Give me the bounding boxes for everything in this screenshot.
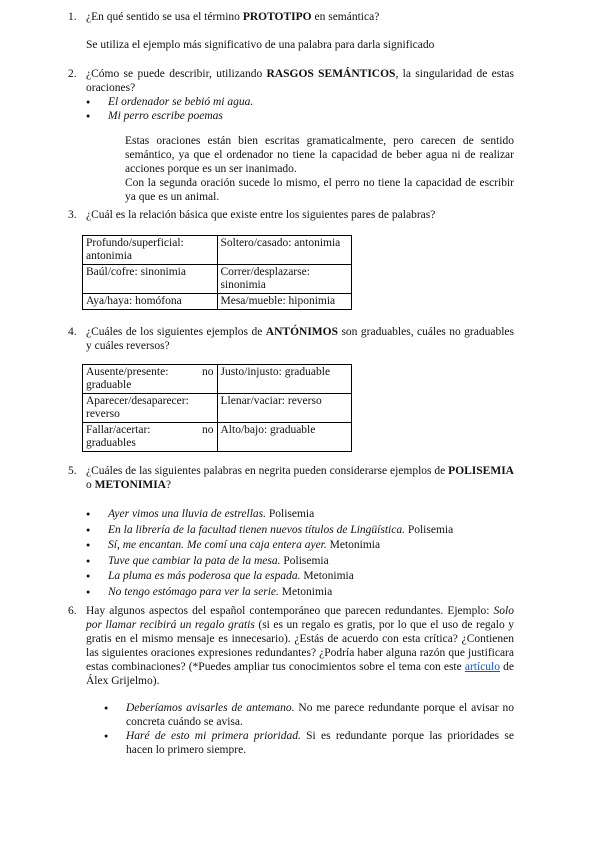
answer-block [125,134,514,204]
table-row [83,265,352,294]
table-cell: Justo/injusto: graduable [217,365,352,394]
example-list [86,95,514,123]
table-cell: Baúl/cofre: sinonimia [83,265,218,294]
question-number: 5. [68,465,77,477]
question-number: 3. [68,209,77,221]
question-text: ¿Cuál es la relación básica que existe entre los siguientes pares de palabras? [86,209,436,221]
list-item: ● Ayer vimos una lluvia de estrellas. Polisemia [86,507,514,523]
example-list [86,507,514,600]
table-cell: Aya/haya: homófona [83,294,218,310]
question-number: 2. [68,68,77,80]
answer-text: Estas oraciones están bien escritas gramaticalmente, pero carecen de sentido semántico, ya que el ordenador no tiene la capacidad de beber agua ni de realizar acciones porque es un ser inanimado. [125,135,514,175]
table-cell: Llenar/vaciar: reverso [217,394,352,423]
table-cell: Fallar/acertar: no graduables [83,423,218,452]
table-row [83,394,352,423]
table-row [83,423,352,452]
question-number: 1. [68,11,77,23]
question-1 [68,10,514,52]
question-4 [68,325,514,353]
table-cell: Mesa/mueble: hiponimia [217,294,352,310]
key-term: METONIMIA [94,479,166,491]
question-6 [68,604,515,688]
list-item: ● Sí, me encantan. Me comí una caja entera ayer. Metonimia [86,538,514,554]
key-term: RASGOS SEMÁNTICOS [266,68,396,80]
list-item: ● Haré de esto mi primera prioridad. Si es redundante porque las prioridades se hacen lo primero siempre. [104,729,514,757]
table-cell: Profundo/superficial: antonimia [83,236,218,265]
key-term: PROTOTIPO [242,11,312,23]
question-text: ¿Cómo se puede describir, utilizando RASGOS SEMÁNTICOS, la singularidad de estas oraciones? [86,68,514,94]
question-2 [68,67,514,204]
question-text: ¿Cuáles de las siguientes palabras en negrita pueden considerarse ejemplos de POLISEMIA o METONIMIA? [86,465,514,491]
list-item: ● Mi perro escribe poemas [86,109,514,123]
example-sentence: Solo por llamar recibirá un regalo gratis [86,605,514,631]
antonyms-table [82,364,352,452]
question-text: ¿Cuáles de los siguientes ejemplos de ANTÓNIMOS son graduables, cuáles no graduables y cuáles reversos? [86,326,514,352]
question-3 [68,208,514,222]
article-link[interactable]: artículo [464,661,500,673]
table-cell: Correr/desplazarse: sinonimia [217,265,352,294]
table-cell: Alto/bajo: graduable [217,423,352,452]
question-number: 4. [68,326,77,338]
table-cell: Aparecer/desaparecer: reverso [83,394,218,423]
list-item: ● Tuve que cambiar la pata de la mesa. Polisemia [86,554,514,570]
answer-text: Con la segunda oración sucede lo mismo, el perro no tiene la capacidad de escribir ya que es un animal. [125,177,514,203]
answer-text: Se utiliza el ejemplo más significativo de una palabra para darla significado [86,39,435,51]
table-row [83,365,352,394]
key-term: ANTÓNIMOS [265,326,338,338]
list-item: ● No tengo estómago para ver la serie. Metonimia [86,585,514,601]
list-item: ● Deberíamos avisarles de antemano. No me parece redundante porque el avisar no concreta cuándo se avisa. [104,701,514,729]
question-number: 6. [68,605,77,617]
table-row [83,294,352,310]
question-text: Hay algunos aspectos del español contemporáneo que parecen redundantes. Ejemplo: Solo por llamar recibirá un regalo gratis (si es un regalo es gratis, por lo que el uso de regalo y gratis en el mismo mensaje es innecesario). ¿Estás de acuerdo con esta crítica? ¿Contienen las siguientes oraciones expresiones redundantes? ¿Podría haber alguna razón que justificara estas combinaciones? (*Puedes ampliar tus conocimientos sobre el tema con este artículo de Álex Grijelmo). [86,605,515,687]
relations-table [82,235,352,310]
table-cell: Ausente/presente: no graduable [83,365,218,394]
list-item: ● El ordenador se bebió mi agua. [86,95,514,109]
list-item: ● En la librería de la facultad tienen nuevos títulos de Lingüística. Polisemia [86,523,514,539]
table-row [83,236,352,265]
question-text: ¿En qué sentido se usa el término PROTOTIPO en semántica? [86,11,380,23]
list-item: ● La pluma es más poderosa que la espada. Metonimia [86,569,514,585]
key-term: POLISEMIA [448,465,514,477]
question-5 [68,464,514,600]
redundancy-list [104,701,514,757]
table-cell: Soltero/casado: antonimia [217,236,352,265]
